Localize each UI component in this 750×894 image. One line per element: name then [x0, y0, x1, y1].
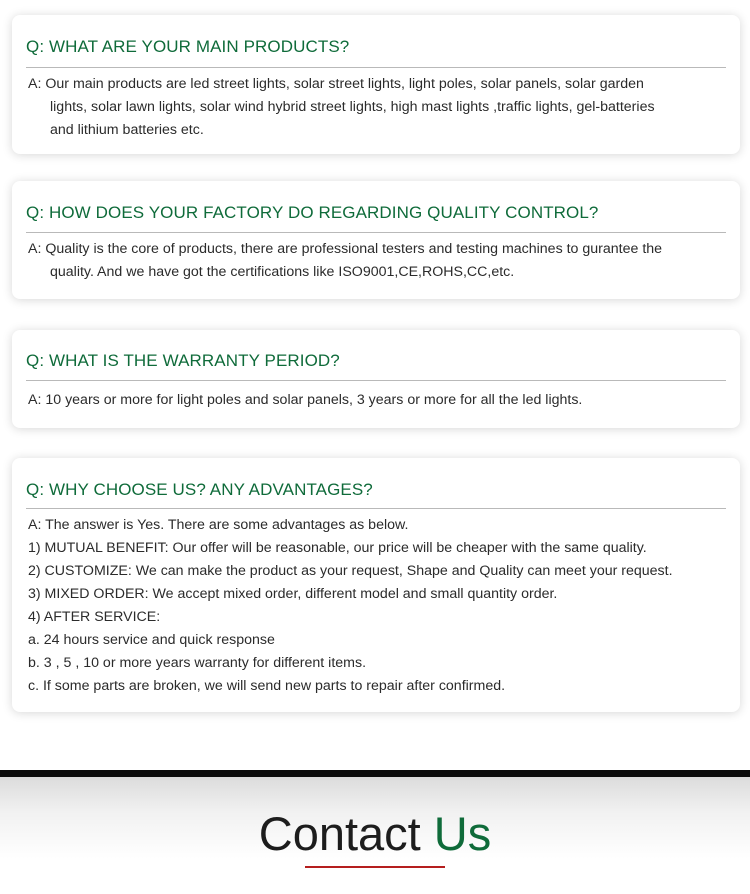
answer-line: and lithium batteries etc.	[50, 122, 204, 138]
answer-line: c. If some parts are broken, we will send new parts to repair after confirmed.	[28, 678, 506, 694]
footer-divider-bar	[0, 770, 750, 777]
answer-line: A: The answer is Yes. There are some advantages as below.	[28, 517, 409, 533]
heading-underline	[305, 866, 445, 868]
answer-line: quality. And we have got the certifications like ISO9001,CE,ROHS,CC,etc.	[50, 264, 515, 280]
answer-line: 2) CUSTOMIZE: We can make the product as your request, Shape and Quality can meet your request.	[28, 563, 673, 579]
faq-question: Q: WHY CHOOSE US? ANY ADVANTAGES?	[26, 480, 373, 499]
answer-line: 1) MUTUAL BENEFIT: Our offer will be reasonable, our price will be cheaper with the same quality.	[28, 540, 647, 556]
faq-card-quality-control	[12, 181, 740, 299]
answer-line: a. 24 hours service and quick response	[28, 632, 275, 648]
faq-answer	[28, 514, 730, 698]
answer-line: A: Our main products are led street lights, solar street lights, light poles, solar panels, solar garden	[28, 76, 644, 92]
answer-line: 3) MIXED ORDER: We accept mixed order, different model and small quantity order.	[28, 586, 558, 602]
faq-question: Q: WHAT ARE YOUR MAIN PRODUCTS?	[26, 37, 350, 56]
divider	[26, 232, 726, 233]
answer-line: lights, solar lawn lights, solar wind hybrid street lights, high mast lights ,traffic lights, gel-batteries	[50, 99, 655, 115]
answer-line: b. 3 , 5 , 10 or more years warranty for different items.	[28, 655, 367, 671]
answer-line: A: 10 years or more for light poles and solar panels, 3 years or more for all the led lights.	[28, 392, 583, 408]
faq-question: Q: WHAT IS THE WARRANTY PERIOD?	[26, 351, 340, 370]
answer-line: 4) AFTER SERVICE:	[28, 609, 161, 625]
faq-answer	[28, 73, 730, 142]
divider	[26, 380, 726, 381]
divider	[26, 67, 726, 68]
divider	[26, 508, 726, 509]
faq-answer	[28, 238, 730, 284]
faq-card-advantages	[12, 458, 740, 712]
faq-card-main-products	[12, 15, 740, 154]
faq-question: Q: HOW DOES YOUR FACTORY DO REGARDING QUALITY CONTROL?	[26, 203, 599, 222]
faq-answer	[28, 389, 730, 412]
contact-word: Contact	[258, 807, 421, 860]
faq-card-warranty	[12, 330, 740, 428]
contact-us-heading	[0, 806, 750, 861]
answer-line: A: Quality is the core of products, there are professional testers and testing machines to gurantee the	[28, 241, 663, 257]
us-word: Us	[433, 807, 492, 860]
